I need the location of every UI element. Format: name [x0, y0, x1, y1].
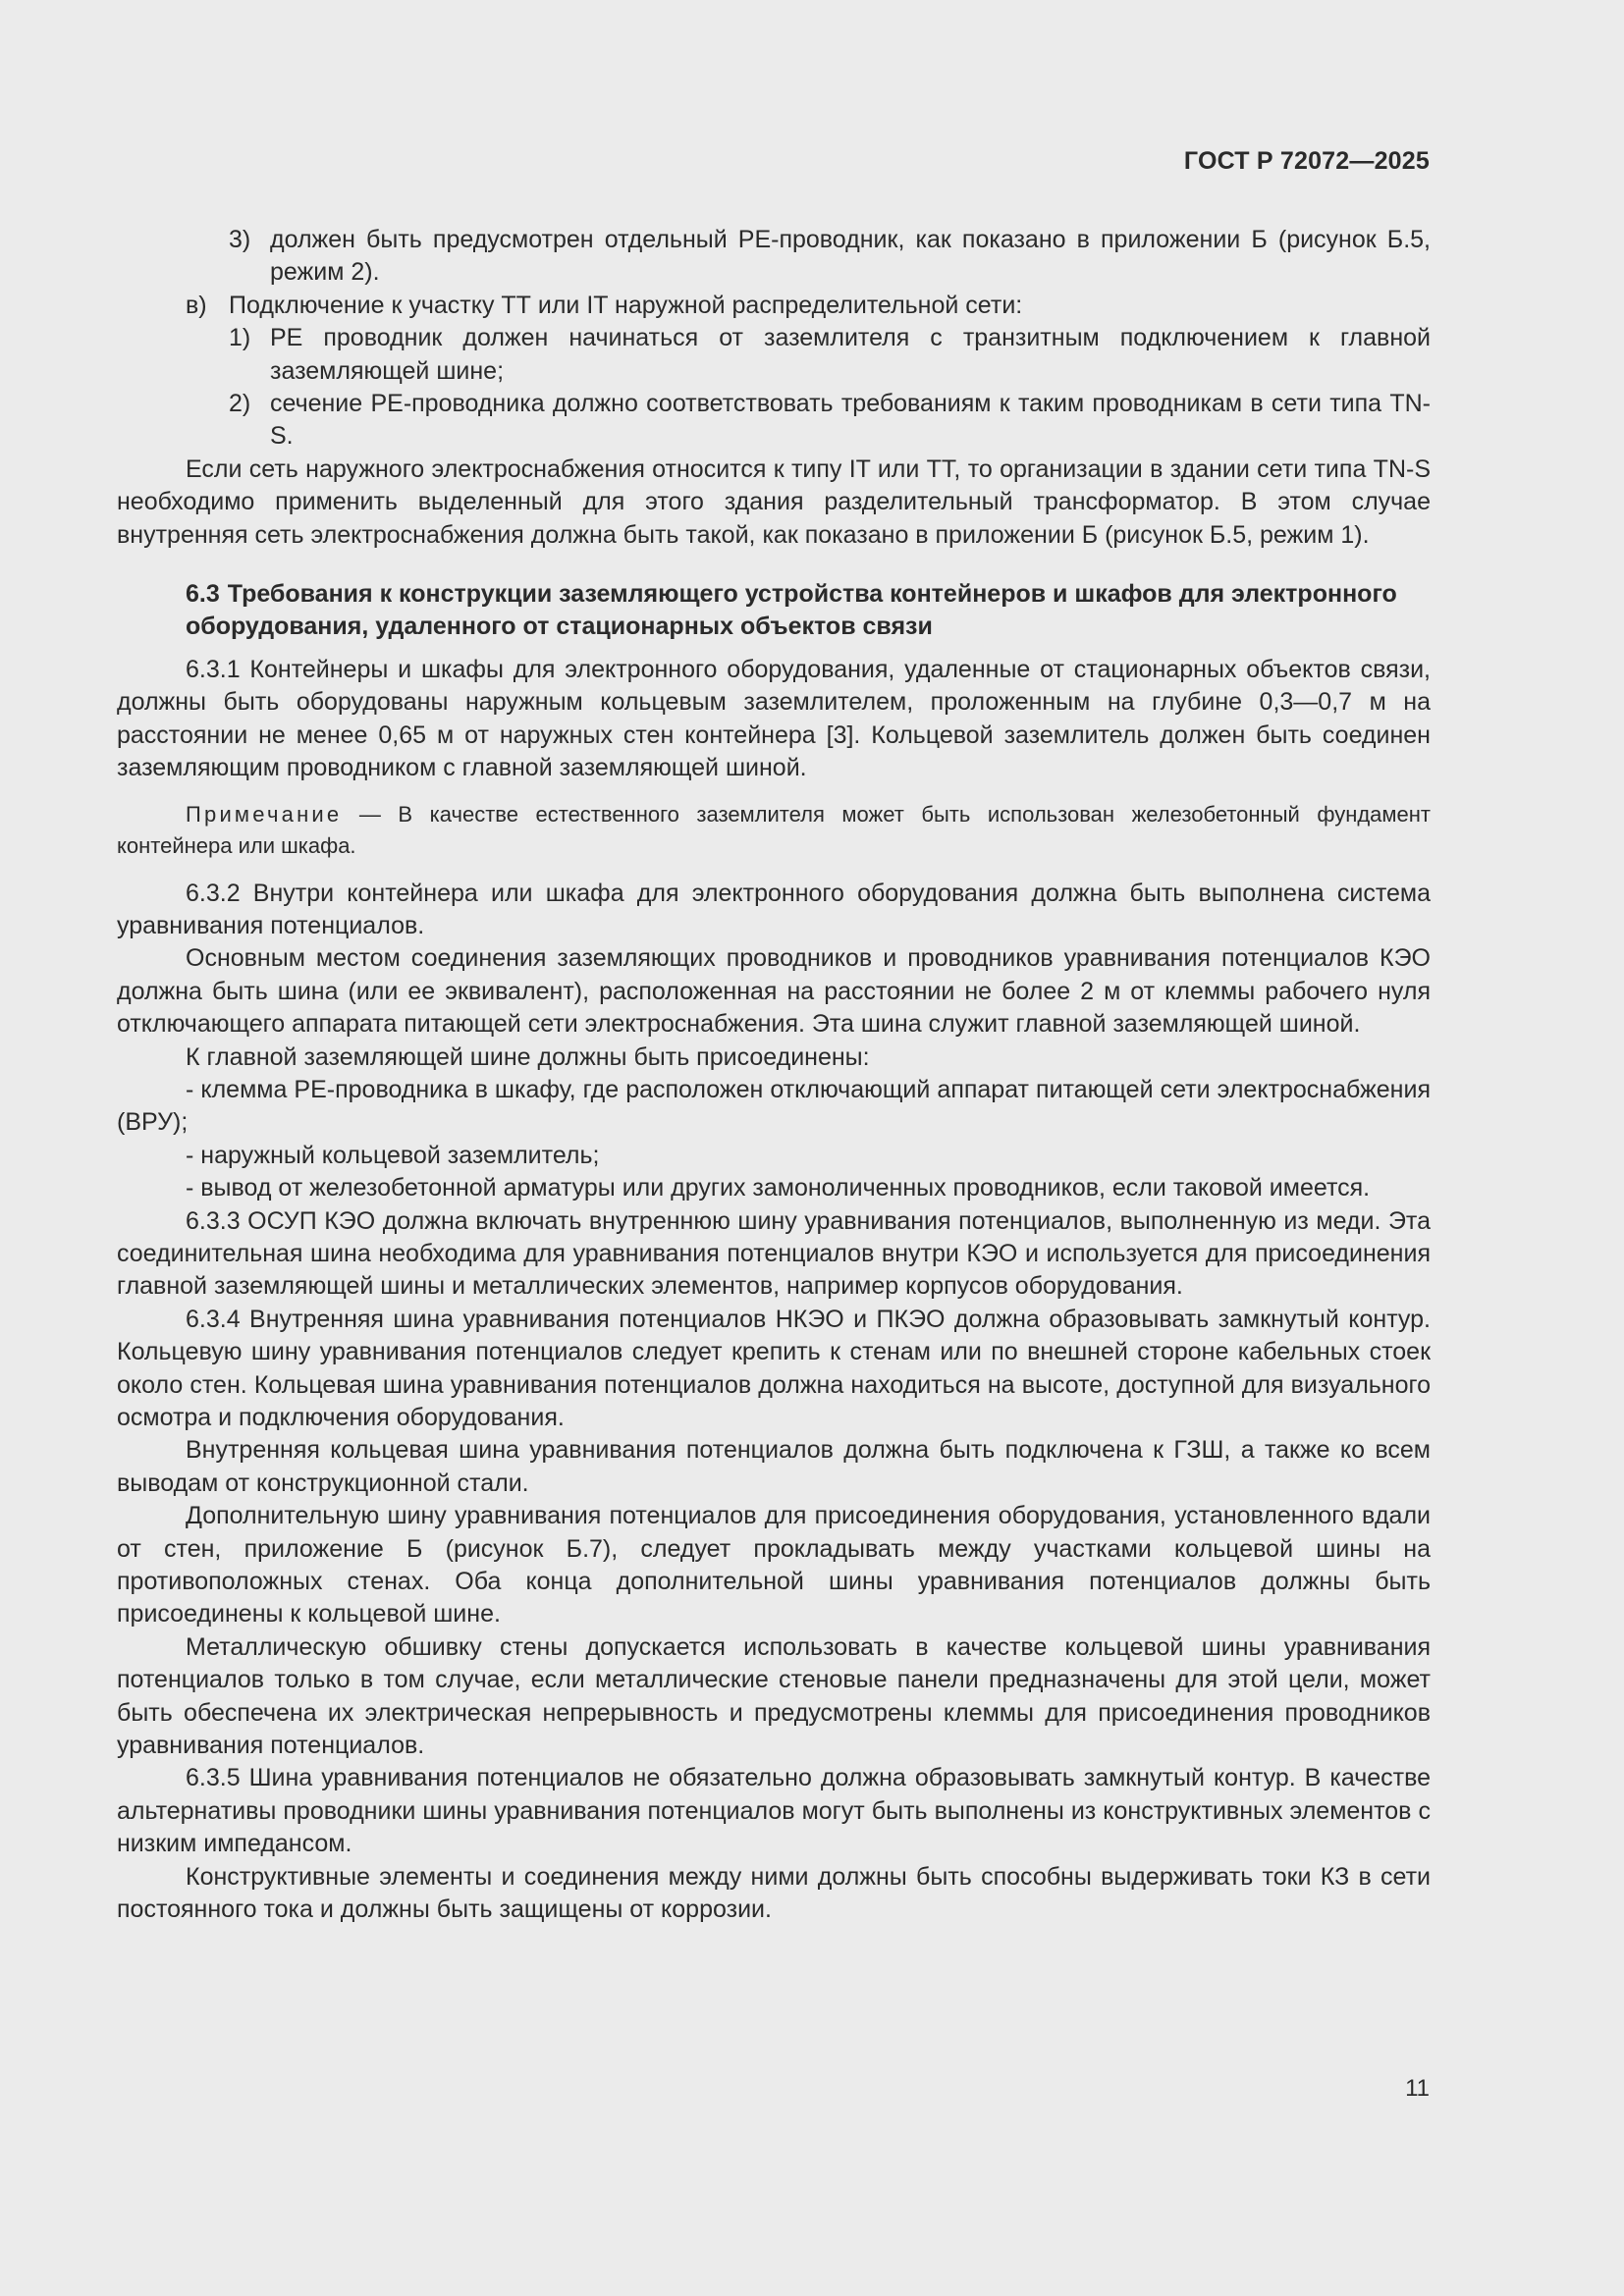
- paragraph-6-3-4: 6.3.4 Внутренняя шина уравнивания потенциалов НКЭО и ПКЭО должна образовывать замкнутый контур. Кольцевую шину уравнивания потенциалов следует крепить к стенам или по внешней стороне кабельных стоек около стен. Кольцевая шина уравнивания потенциалов должна находиться на высоте, доступной для визуального осмотра и подключения оборудования.: [117, 1305, 1431, 1431]
- page-content: [117, 224, 1431, 1927]
- list-marker: 3): [229, 226, 251, 253]
- list-item-v: [117, 290, 1431, 322]
- list-marker: 2): [229, 390, 251, 418]
- list-item-3: [117, 224, 1431, 290]
- paragraph-6-3-2-connected-list-intro: К главной заземляющей шине должны быть присоединены:: [186, 1042, 870, 1071]
- list-item-v2: [117, 388, 1431, 454]
- paragraph-6-3-4-wall-cladding: Металлическую обшивку стены допускается использовать в качестве кольцевой шины уравнивания потенциалов только в том случае, если металлические стеновые панели предназначены для этой цели, может быть обеспечена их электрическая непрерывность и предусмотрены клеммы для присоединения проводников уравнивания потенциалов.: [117, 1632, 1431, 1760]
- page-number: 11: [1405, 2075, 1430, 2102]
- list-item-text: Подключение к участку ТТ или IT наружной распределительной сети:: [229, 291, 1023, 319]
- document-code-header: ГОСТ Р 72072—2025: [1183, 147, 1430, 175]
- list-item-v1: [117, 322, 1431, 388]
- paragraph-6-3-3: 6.3.3 ОСУП КЭО должна включать внутреннюю шину уравнивания потенциалов, выполненную из меди. Эта соединительная шина необходима для уравнивания потенциалов внутри КЭО и используется для присоединения главной заземляющей шины и металлических элементов, например корпусов оборудования.: [117, 1206, 1431, 1301]
- section-number: 6.3: [186, 580, 220, 609]
- note: [117, 799, 1431, 862]
- list-item-text: PE проводник должен начинаться от заземлителя с транзитным подключением к главной заземляющей шине;: [270, 324, 1431, 385]
- section-heading-6-3: [117, 578, 1431, 644]
- list-item-text: сечение PE-проводника должно соответствовать требованиям к таким проводникам в сети типа TN-S.: [270, 390, 1431, 451]
- paragraph-6-3-5-structural-elements: Конструктивные элементы и соединения между ними должны быть способны выдерживать токи КЗ в сети постоянного тока и должны быть защищены от коррозии.: [117, 1862, 1431, 1924]
- paragraph-6-3-5: 6.3.5 Шина уравнивания потенциалов не обязательно должна образовывать замкнутый контур. В качестве альтернативы проводники шины уравнивания потенциалов могут быть выполнены из конструктивных элементов с низким импедансом.: [117, 1764, 1431, 1858]
- note-text: — В качестве естественного заземлителя может быть использован железобетонный фундамент контейнера или шкафа.: [117, 801, 1431, 858]
- paragraph-6-3-1: 6.3.1 Контейнеры и шкафы для электронного оборудования, удаленные от стационарных объектов связи, должны быть оборудованы наружным кольцевым заземлителем, проложенным на глубине 0,3—0,7 м на расстоянии не менее 0,65 м от наружных стен контейнера [3]. Кольцевой заземлитель должен быть соединен заземляющим проводником с главной заземляющей шиной.: [117, 655, 1431, 782]
- list-item-text: должен быть предусмотрен отдельный PE-проводник, как показано в приложении Б (рисунок Б.5, режим 2).: [270, 226, 1431, 287]
- paragraph-6-3-4-ring-bus: Внутренняя кольцевая шина уравнивания потенциалов должна быть подключена к ГЗШ, а также ко всем выводам от конструкционной стали.: [117, 1436, 1431, 1497]
- dash-item-2: - наружный кольцевой заземлитель;: [186, 1141, 600, 1169]
- paragraph-6-3-2: 6.3.2 Внутри контейнера или шкафа для электронного оборудования должна быть выполнена система уравнивания потенциалов.: [117, 879, 1431, 939]
- paragraph-network-type: Если сеть наружного электроснабжения относится к типу IT или ТТ, то организации в здании сети типа TN-S необходимо применить выделенный для этого здания разделительный трансформатор. В этом случае внутренняя сеть электроснабжения должна быть такой, как показано в приложении Б (рисунок Б.5, режим 1).: [117, 454, 1431, 549]
- section-title: Требования к конструкции заземляющего устройства контейнеров и шкафов для электронного оборудования, удаленного от стационарных объектов связи: [186, 580, 1397, 641]
- paragraph-6-3-4-additional-bus: Дополнительную шину уравнивания потенциалов для присоединения оборудования, установленного вдали от стен, приложение Б (рисунок Б.7), следует прокладывать между участками кольцевой шины на противоположных стенах. Оба конца дополнительной шины уравнивания потенциалов должны быть присоединены к кольцевой шине.: [117, 1502, 1431, 1629]
- note-label: Примечание: [186, 801, 343, 827]
- dash-item-3: - вывод от железобетонной арматуры или других замоноличенных проводников, если таковой имеется.: [186, 1174, 1371, 1202]
- list-marker: 1): [229, 324, 251, 352]
- dash-item-1: - клемма PE-проводника в шкафу, где расположен отключающий аппарат питающей сети электроснабжения (ВРУ);: [117, 1075, 1431, 1137]
- paragraph-6-3-2-main-connection: Основным местом соединения заземляющих проводников и проводников уравнивания потенциалов КЭО должна быть шина (или ее эквивалент), расположенная на расстоянии не более 2 м от клеммы рабочего нуля отключающего аппарата питающей сети электроснабжения. Эта шина служит главной заземляющей шиной.: [117, 944, 1431, 1039]
- list-marker: в): [186, 291, 207, 319]
